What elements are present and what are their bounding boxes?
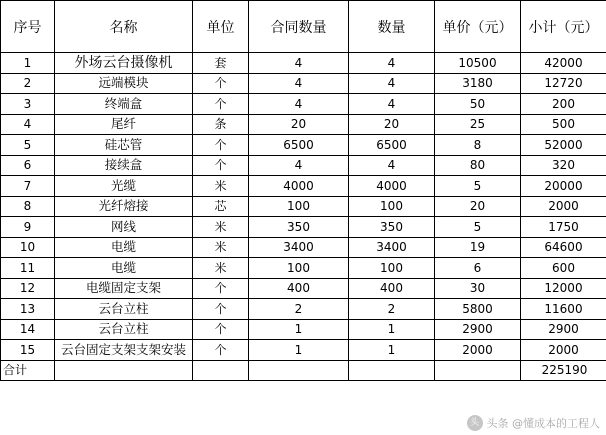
cell-name: 云台固定支架支架安装 bbox=[55, 340, 193, 361]
cell-contract-qty: 4000 bbox=[249, 176, 349, 197]
cell-price: 30 bbox=[435, 278, 521, 299]
cell-subtotal: 20000 bbox=[521, 176, 606, 197]
table-row bbox=[1, 196, 606, 217]
cell-qty: 4 bbox=[349, 94, 435, 115]
cell-qty: 400 bbox=[349, 278, 435, 299]
header-subtotal: 小计（元） bbox=[521, 1, 606, 53]
cell-subtotal: 64600 bbox=[521, 237, 606, 258]
table-row bbox=[1, 319, 606, 340]
cell-no: 1 bbox=[1, 53, 55, 74]
table-row bbox=[1, 340, 606, 361]
cell-contract-qty: 100 bbox=[249, 258, 349, 279]
cell-name: 电缆 bbox=[55, 258, 193, 279]
cell-unit: 个 bbox=[193, 340, 249, 361]
cell-unit: 芯 bbox=[193, 196, 249, 217]
cell-name: 光纤熔接 bbox=[55, 196, 193, 217]
cell-subtotal: 12720 bbox=[521, 73, 606, 94]
cell-name: 接续盒 bbox=[55, 155, 193, 176]
cell-qty: 100 bbox=[349, 196, 435, 217]
cell-qty: 4 bbox=[349, 155, 435, 176]
total-cell-empty bbox=[193, 360, 249, 381]
cell-price: 20 bbox=[435, 196, 521, 217]
header-no: 序号 bbox=[1, 1, 55, 53]
cell-unit: 条 bbox=[193, 114, 249, 135]
cell-no: 3 bbox=[1, 94, 55, 115]
table-row bbox=[1, 135, 606, 156]
cell-unit: 个 bbox=[193, 155, 249, 176]
cell-unit: 个 bbox=[193, 73, 249, 94]
cell-unit: 个 bbox=[193, 299, 249, 320]
cell-unit: 米 bbox=[193, 217, 249, 238]
cell-contract-qty: 100 bbox=[249, 196, 349, 217]
total-cell-empty bbox=[435, 360, 521, 381]
watermark bbox=[467, 415, 601, 431]
cell-qty: 3400 bbox=[349, 237, 435, 258]
cell-qty: 1 bbox=[349, 319, 435, 340]
cell-subtotal: 42000 bbox=[521, 53, 606, 74]
cell-contract-qty: 20 bbox=[249, 114, 349, 135]
cell-price: 5800 bbox=[435, 299, 521, 320]
cell-no: 12 bbox=[1, 278, 55, 299]
cell-name: 外场云台摄像机 bbox=[55, 53, 193, 74]
total-value: 225190 bbox=[521, 360, 606, 381]
header-qty: 数量 bbox=[349, 1, 435, 53]
cell-name: 网线 bbox=[55, 217, 193, 238]
table-row bbox=[1, 155, 606, 176]
toutiao-logo-icon: 头 bbox=[467, 415, 483, 431]
table-row bbox=[1, 258, 606, 279]
total-row bbox=[1, 360, 606, 381]
header-unit: 单位 bbox=[193, 1, 249, 53]
cell-price: 50 bbox=[435, 94, 521, 115]
cell-name: 云台立柱 bbox=[55, 299, 193, 320]
cell-contract-qty: 4 bbox=[249, 155, 349, 176]
cell-name: 云台立柱 bbox=[55, 319, 193, 340]
cell-no: 10 bbox=[1, 237, 55, 258]
cell-price: 6 bbox=[435, 258, 521, 279]
cell-no: 11 bbox=[1, 258, 55, 279]
cell-name: 终端盒 bbox=[55, 94, 193, 115]
table-row bbox=[1, 114, 606, 135]
cell-no: 4 bbox=[1, 114, 55, 135]
header-row bbox=[1, 1, 606, 53]
cell-price: 25 bbox=[435, 114, 521, 135]
cell-qty: 100 bbox=[349, 258, 435, 279]
cell-unit: 个 bbox=[193, 135, 249, 156]
cell-qty: 350 bbox=[349, 217, 435, 238]
cell-contract-qty: 2 bbox=[249, 299, 349, 320]
cell-name: 电缆 bbox=[55, 237, 193, 258]
cell-subtotal: 12000 bbox=[521, 278, 606, 299]
table-row bbox=[1, 278, 606, 299]
total-cell-empty bbox=[55, 360, 193, 381]
table-row bbox=[1, 299, 606, 320]
cell-unit: 米 bbox=[193, 237, 249, 258]
cell-subtotal: 11600 bbox=[521, 299, 606, 320]
cell-no: 6 bbox=[1, 155, 55, 176]
header-name: 名称 bbox=[55, 1, 193, 53]
cell-qty: 1 bbox=[349, 340, 435, 361]
table-row bbox=[1, 176, 606, 197]
total-cell-empty bbox=[349, 360, 435, 381]
cell-price: 2000 bbox=[435, 340, 521, 361]
cell-contract-qty: 1 bbox=[249, 340, 349, 361]
cell-price: 2900 bbox=[435, 319, 521, 340]
cell-qty: 4000 bbox=[349, 176, 435, 197]
cell-no: 15 bbox=[1, 340, 55, 361]
cell-contract-qty: 4 bbox=[249, 94, 349, 115]
cell-subtotal: 2000 bbox=[521, 340, 606, 361]
table-row bbox=[1, 73, 606, 94]
cell-price: 5 bbox=[435, 176, 521, 197]
cell-unit: 米 bbox=[193, 176, 249, 197]
cell-unit: 个 bbox=[193, 278, 249, 299]
cell-no: 5 bbox=[1, 135, 55, 156]
cell-unit: 米 bbox=[193, 258, 249, 279]
cell-contract-qty: 400 bbox=[249, 278, 349, 299]
header-price: 单价（元） bbox=[435, 1, 521, 53]
cell-contract-qty: 1 bbox=[249, 319, 349, 340]
cell-no: 2 bbox=[1, 73, 55, 94]
cell-qty: 20 bbox=[349, 114, 435, 135]
table-row bbox=[1, 237, 606, 258]
cell-subtotal: 320 bbox=[521, 155, 606, 176]
cell-qty: 4 bbox=[349, 73, 435, 94]
cell-subtotal: 600 bbox=[521, 258, 606, 279]
cell-price: 8 bbox=[435, 135, 521, 156]
cell-qty: 6500 bbox=[349, 135, 435, 156]
cell-no: 9 bbox=[1, 217, 55, 238]
cell-contract-qty: 6500 bbox=[249, 135, 349, 156]
cell-name: 远端模块 bbox=[55, 73, 193, 94]
cell-contract-qty: 4 bbox=[249, 73, 349, 94]
cell-price: 5 bbox=[435, 217, 521, 238]
cell-name: 光缆 bbox=[55, 176, 193, 197]
cell-subtotal: 52000 bbox=[521, 135, 606, 156]
cell-subtotal: 2000 bbox=[521, 196, 606, 217]
cell-contract-qty: 4 bbox=[249, 53, 349, 74]
cell-subtotal: 1750 bbox=[521, 217, 606, 238]
header-contract-qty: 合同数量 bbox=[249, 1, 349, 53]
cell-name: 尾纤 bbox=[55, 114, 193, 135]
cell-no: 7 bbox=[1, 176, 55, 197]
cell-contract-qty: 3400 bbox=[249, 237, 349, 258]
total-label: 合计 bbox=[1, 360, 55, 381]
cell-subtotal: 500 bbox=[521, 114, 606, 135]
cell-unit: 个 bbox=[193, 319, 249, 340]
table-row bbox=[1, 94, 606, 115]
watermark-text: 头条 @懂成本的工程人 bbox=[486, 417, 600, 430]
cell-subtotal: 200 bbox=[521, 94, 606, 115]
cell-price: 3180 bbox=[435, 73, 521, 94]
cell-contract-qty: 350 bbox=[249, 217, 349, 238]
cell-qty: 4 bbox=[349, 53, 435, 74]
cell-subtotal: 2900 bbox=[521, 319, 606, 340]
cell-name: 电缆固定支架 bbox=[55, 278, 193, 299]
cell-price: 10500 bbox=[435, 53, 521, 74]
cell-qty: 2 bbox=[349, 299, 435, 320]
cell-no: 14 bbox=[1, 319, 55, 340]
cell-no: 8 bbox=[1, 196, 55, 217]
cell-price: 19 bbox=[435, 237, 521, 258]
cell-unit: 套 bbox=[193, 53, 249, 74]
table-row bbox=[1, 53, 606, 74]
table-row bbox=[1, 217, 606, 238]
cell-price: 80 bbox=[435, 155, 521, 176]
total-cell-empty bbox=[249, 360, 349, 381]
cell-no: 13 bbox=[1, 299, 55, 320]
cell-name: 硅芯管 bbox=[55, 135, 193, 156]
cell-unit: 个 bbox=[193, 94, 249, 115]
